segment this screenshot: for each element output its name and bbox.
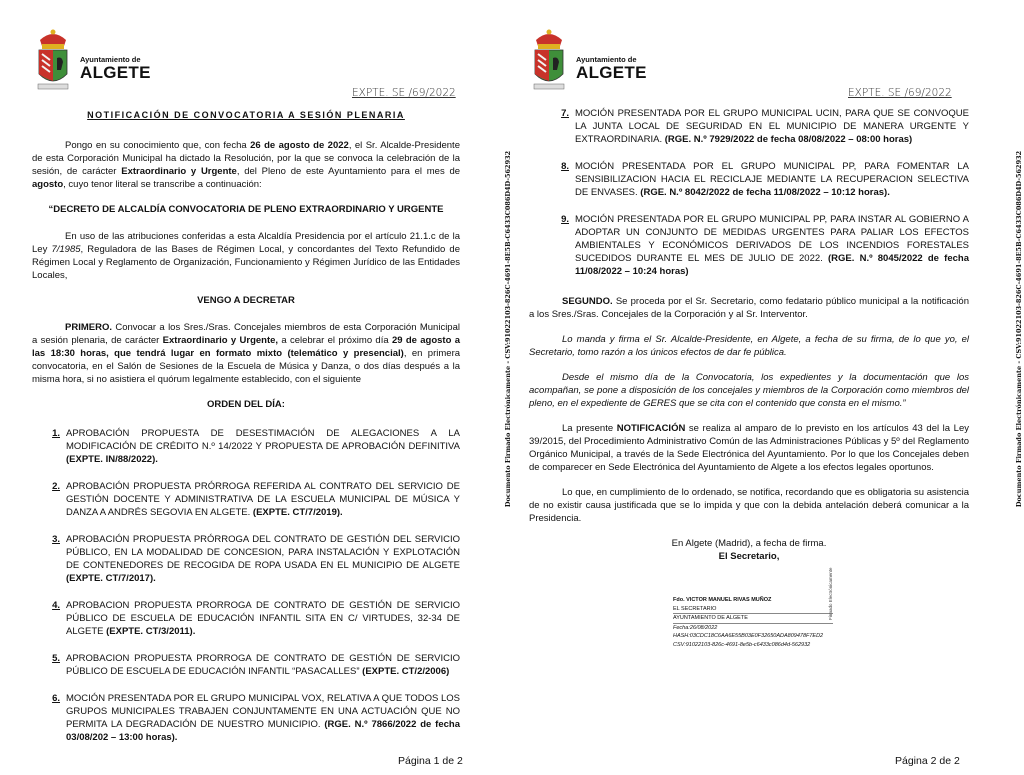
page-number: Página 2 de 2 <box>895 755 960 767</box>
vengo-heading: VENGO A DECRETAR <box>197 295 295 306</box>
agenda-item: 2. APROBACIÓN PROPUESTA PRÓRROGA REFERIDA AL CONTRATO DEL SERVICIO DE GESTIÓN DOCENTE Y ADMINISTRATIVA DE LA ESCUELA MUNICIPAL DE MÚSICA Y DANZA A ANDRÉS SEGOVIA EN ALGETE. (EXPTE. CT/7/2019). <box>52 481 460 518</box>
agenda-item: 1. APROBACIÓN PROPUESTA DE DESESTIMACIÓN DE ALEGACIONES A LA MODIFICACIÓN DE CRÉDITO N.º 14/2022 Y PROPUESTA DE APROBACIÓN DEFINITIVA (EXPTE. IN/88/2022). <box>52 428 460 465</box>
agenda-item: 5. APROBACION PROPUESTA PRORROGA DE CONTRATO DE GESTIÓN DE SERVICIO PÚBLICO DE ESCUELA DE EDUCACIÓN INFANTIL “PASACALLES” (EXPTE. CT/2/2006) <box>52 653 460 677</box>
logo-big-text: ALGETE <box>576 62 647 82</box>
agenda-item: 4. APROBACION PROPUESTA PRORROGA DE CONTRATO DE GESTIÓN DE SERVICIO PÚBLICO DE ESCUELA DE EDUCACIÓN INFANTIL SITA EN C/ VIRTUDES, 32-34 DE ALGETE (EXPTE. CT/3/2011). <box>52 600 460 637</box>
page-2 <box>512 0 1024 775</box>
intro-paragraph: Pongo en su conocimiento que, con fecha 26 de agosto de 2022, el Sr. Alcalde-Presidente de esta Corporación Municipal ha dictado la Resolución, por la que se convoca la celebración de la sesión, de carácter Extraordinario y Urgente, del Pleno de este Ayuntamiento para el mes de agosto, cuyo tenor literal se transcribe a continuación: <box>32 140 461 190</box>
algete-crest-icon <box>34 26 72 96</box>
signature-hash: HASH:03CDC18C6AA6E55B03E0F32650ADA809478F7ED2 <box>673 633 824 639</box>
desde-paragraph: Desde el mismo día de la Convocatoria, los expedientes y la documentación que los acompañan, se pone a disposición de los concejales y miembros de la Corporación como miembros del pleno, en el expediente de GERES que se cita con el contenido que consta en el mismo.” <box>529 372 969 409</box>
segundo-paragraph: SEGUNDO. Se proceda por el Sr. Secretario, como fedatario público municipal a la notificación a los Sres./Sras. Concejales de la Corporación y al Sr. Interventor. <box>529 296 969 320</box>
signature-csv: CSV:91022103-826c-4691-8e5b-c6433c086d4d-562932 <box>673 641 811 648</box>
agenda-item: 7. MOCIÓN PRESENTADA POR EL GRUPO MUNICIPAL UCIN, PARA QUE SE CONVOQUE LA JUNTA LOCAL DE SEGURIDAD EN EL MUNICIPIO DE MANERA URGENTE Y EXTRAORDINARIA. (RGE. N.º 7929/2022 de fecha 08/08/2022 – 08:00 horas) <box>561 108 969 145</box>
manda-paragraph: Lo manda y firma el Sr. Alcalde-Presidente, en Algete, a fecha de su firma, de lo que yo, el Secretario, tomo razón a los únicos efectos de dar fe pública. <box>529 334 969 358</box>
algete-crest-icon <box>530 26 568 96</box>
ayuntamiento-logo <box>34 26 151 96</box>
expediente-number: EXPTE. SE /69/2022 <box>848 87 952 99</box>
agenda-item: 8. MOCIÓN PRESENTADA POR EL GRUPO MUNICIPAL PP, PARA FOMENTAR LA SENSIBILIZACION HACIA EL RECICLAJE MEDIANTE LA RECUPERACION SELECTIVA DE ENVASES. (RGE. N.º 8042/2022 de fecha 11/08/2022 – 10:12 horas). <box>561 161 969 198</box>
loque-paragraph: Lo que, en cumplimiento de lo ordenado, se notifica, recordando que es obligatoria su asistencia de no existir causa justificada que se lo impida y que con la debida antelación deberá comunicar a la Presidencia. <box>529 487 969 524</box>
expediente-number: EXPTE. SE /69/2022 <box>352 87 456 99</box>
page-1-content <box>32 109 460 758</box>
signature-date: Fecha:26/08/2022 <box>673 624 718 631</box>
signature-role: El Secretario, <box>718 551 780 562</box>
presente-paragraph: La presente NOTIFICACIÓN se realiza al amparo de lo previsto en los artículos 43 del la Ley 39/2015, del Procedimiento Administrativo Común de las Administraciones Públicas y 5º del Reglamento Orgánico Municipal, a través de la Sede Electrónica del Ayuntamiento. Por lo que los Concejales deben de comparecer en Sede Electrónica del Ayuntamiento de Algete a los efectos legales oportunos. <box>529 423 969 473</box>
signature-side-label: Firmado Electrónicamente <box>828 567 833 620</box>
agenda-item: 3. APROBACIÓN PROPUESTA PRÓRROGA DEL CONTRATO DE GESTIÓN DEL SERVICIO PÚBLICO, EN LA MODALIDAD DE CONCESION, PARA INSTALACIÓN Y EXPLOTACIÓN DE CONTENEDORES DE RECOGIDA DE ROPA USADA EN EL MUNICIPIO DE ALGETE (EXPTE. CT/7/2017). <box>52 534 460 584</box>
ayuntamiento-logo <box>530 26 647 96</box>
page-number: Página 1 de 2 <box>398 755 463 767</box>
decree-title: “DECRETO DE ALCALDÍA CONVOCATORIA DE PLENO EXTRAORDINARIO Y URGENTE <box>48 204 444 215</box>
primero-paragraph: PRIMERO. Convocar a los Sres./Sras. Concejales miembros de esta Corporación Municipal a sesión plenaria, de carácter Extraordinario y Urgente, a celebrar el próximo día 29 de agosto a las 18:30 horas, que tendrá lugar en formato mixto (telemático y presencial), en primera convocatoria, en el Salón de Sesiones de la Escuela de Música y Danza, o dos días después a la misma hora, si no asistiera el quórum legalmente establecido, con el siguiente <box>32 322 461 385</box>
digital-signature-box <box>673 596 833 649</box>
signature-place: En Algete (Madrid), a fecha de firma. <box>671 538 827 549</box>
document-title: NOTIFICACIÓN DE CONVOCATORIA A SESIÓN PLENARIA <box>87 110 405 120</box>
page-2-content <box>529 107 969 563</box>
orden-heading: ORDEN DEL DÍA: <box>207 399 285 410</box>
electronic-signature-stamp: Documento Firmado Electrónicamente - CSV:91022103-826C-4691-8E5B-C6433C086D4D-562932 <box>1015 150 1023 508</box>
electronic-signature-stamp: Documento Firmado Electrónicamente - CSV:91022103-826C-4691-8E5B-C6433C086D4D-562932 <box>504 150 512 508</box>
agenda-item: 9. MOCIÓN PRESENTADA POR EL GRUPO MUNICIPAL PP, PARA INSTAR AL GOBIERNO A ADOPTAR UN CONJUNTO DE MEDIDAS URGENTES PARA PALIAR LOS EFECTOS AMBIENTALES Y ECONÓMICOS DERIVADOS DE LOS INCENDIOS FORESTALES SUCEDIDOS DURANTE EL MES DE JULIO DE 2022. (RGE. N.º 8045/2022 de fecha 11/08/2022 – 10:24 horas) <box>561 214 969 277</box>
agenda-item: 6. MOCIÓN PRESENTADA POR EL GRUPO MUNICIPAL VOX, RELATIVA A QUE TODOS LOS GRUPOS MUNICIPALES TRABAJEN CONJUNTAMENTE EN UNA ACTUACIÓN QUE NO PERMITA LA DEGRADACIÓN DE NUESTRO MUNICIPIO. (RGE. N.º 7866/2022 de fecha 03/08/202 – 13:00 horas). <box>52 693 460 743</box>
logo-small-text: Ayuntamiento de <box>80 55 141 64</box>
signer-title: EL SECRETARIO <box>673 605 833 615</box>
legal-paragraph: En uso de las atribuciones conferidas a esta Alcaldía Presidencia por el artículo 21.1.c de la Ley 7/1985, Reguladora de las Bases de Régimen Local, y concordantes del Texto Refundido de Régimen Local y Reglamento de Organización, Funcionamiento y Régimen Jurídico de las Entidades Locales, <box>32 231 461 281</box>
signer-org: AYUNTAMIENTO DE ALGETE <box>673 614 833 624</box>
logo-big-text: ALGETE <box>80 62 151 82</box>
signer-name: Fdo. VICTOR MANUEL RIVAS MUÑOZ <box>673 597 772 603</box>
logo-small-text: Ayuntamiento de <box>576 55 637 64</box>
agenda-list <box>32 427 460 744</box>
